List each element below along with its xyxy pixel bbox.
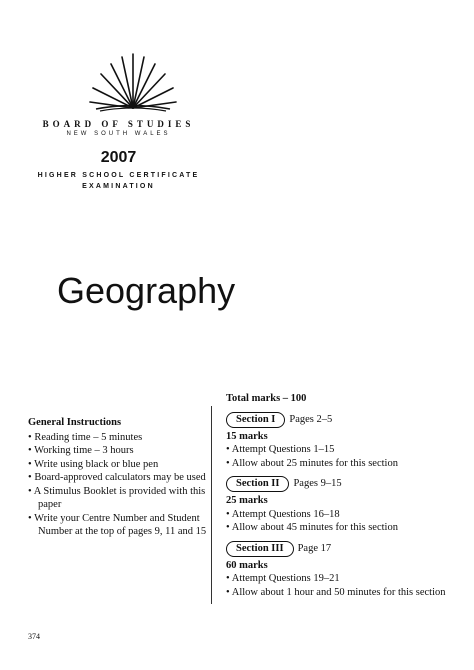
exam-title-line1: HIGHER SCHOOL CERTIFICATE [37, 172, 200, 179]
section-item: • Allow about 25 minutes for this section [226, 457, 466, 471]
instruction-item: • Board-approved calculators may be used [28, 471, 208, 485]
section-pages: Pages 2–5 [289, 413, 333, 425]
page-number: 374 [28, 632, 40, 641]
section-pages: Page 17 [297, 542, 332, 554]
section-pages: Pages 9–15 [293, 478, 342, 490]
subject-title: Geography [57, 270, 236, 311]
total-marks: Total marks – 100 [226, 393, 307, 404]
column-divider [211, 406, 212, 604]
section-item: • Allow about 1 hour and 50 minutes for this section [226, 586, 466, 600]
section-item: • Attempt Questions 16–18 [226, 508, 466, 522]
org-name: BOARD OF STUDIES [42, 119, 195, 129]
section-badge: Section II [226, 476, 289, 492]
exam-year: 2007 [100, 149, 137, 166]
section-item: • Allow about 45 minutes for this section [226, 521, 466, 535]
section-marks: 60 marks [226, 559, 268, 571]
instruction-item: • Write your Centre Number and Student Number at the top of pages 9, 11 and 15 [28, 512, 208, 539]
exam-title-line2: EXAMINATION [82, 183, 155, 190]
section-item: • Attempt Questions 1–15 [226, 443, 466, 457]
section-marks: 15 marks [226, 430, 268, 442]
general-instructions [28, 416, 208, 539]
board-of-studies-logo-icon [88, 52, 178, 112]
sections-column [226, 392, 466, 599]
section-item: • Attempt Questions 19–21 [226, 572, 466, 586]
instruction-item: • Write using black or blue pen [28, 458, 208, 472]
section-marks: 25 marks [226, 495, 268, 506]
instruction-item: • Working time – 3 hours [28, 444, 208, 458]
section-badge: Section III [226, 541, 294, 557]
section-header [226, 541, 466, 557]
section-badge: Section I [226, 412, 285, 428]
instruction-item: • Reading time – 5 minutes [28, 431, 208, 445]
general-instructions-heading: General Instructions [28, 417, 122, 428]
state-name: NEW SOUTH WALES [66, 131, 171, 137]
instruction-item: • A Stimulus Booklet is provided with this paper [28, 485, 208, 512]
section-header [226, 476, 466, 492]
section-header [226, 412, 466, 428]
